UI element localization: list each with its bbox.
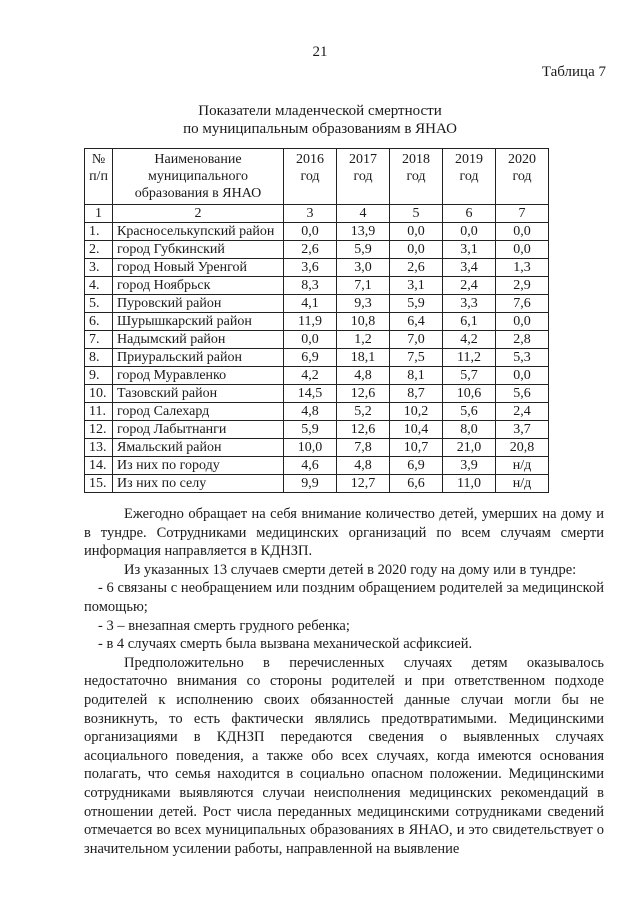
mortality-value: 3,6 [284, 259, 337, 277]
mortality-value: 8,0 [443, 421, 496, 439]
table-row [85, 349, 549, 367]
table-row [85, 439, 549, 457]
municipality-name: город Губкинский [113, 241, 284, 259]
mortality-value: 1,3 [496, 259, 549, 277]
row-number: 13. [85, 439, 113, 457]
row-number: 4. [85, 277, 113, 295]
mortality-value: 6,1 [443, 313, 496, 331]
mortality-value: 4,8 [337, 367, 390, 385]
mortality-value: 2,9 [496, 277, 549, 295]
header-year-2016: 2016 год [284, 149, 337, 205]
municipality-name: Из них по селу [113, 475, 284, 493]
municipality-name: город Муравленко [113, 367, 284, 385]
municipality-name: город Лабытнанги [113, 421, 284, 439]
table-row [85, 457, 549, 475]
table-title-line-1: Показатели младенческой смертности [198, 103, 442, 119]
municipality-name: Из них по городу [113, 457, 284, 475]
mortality-value: 5,2 [337, 403, 390, 421]
table-row [85, 259, 549, 277]
mortality-value: 20,8 [496, 439, 549, 457]
mortality-value: 3,7 [496, 421, 549, 439]
mortality-value: 7,8 [337, 439, 390, 457]
header-name: Наименование муниципального образования в ЯНАО [113, 149, 284, 205]
header-num: № п/п [85, 149, 113, 205]
mortality-value: 6,9 [390, 457, 443, 475]
municipality-name: Ямальский район [113, 439, 284, 457]
municipality-name: Надымский район [113, 331, 284, 349]
row-number: 10. [85, 385, 113, 403]
mortality-value: 8,1 [390, 367, 443, 385]
mortality-value: 0,0 [284, 223, 337, 241]
mortality-value: 11,2 [443, 349, 496, 367]
column-index: 5 [390, 205, 443, 223]
mortality-value: 0,0 [496, 313, 549, 331]
mortality-value: 7,5 [390, 349, 443, 367]
mortality-value: 12,7 [337, 475, 390, 493]
table-row [85, 241, 549, 259]
body-text [84, 505, 604, 858]
list-item: - 3 – внезапная смерть грудного ребенка; [98, 617, 350, 634]
header-year-2020: 2020 год [496, 149, 549, 205]
mortality-value: 7,6 [496, 295, 549, 313]
list-item: - в 4 случаях смерть была вызвана механической асфиксией. [98, 636, 473, 653]
row-number: 9. [85, 367, 113, 385]
mortality-value: 5,3 [496, 349, 549, 367]
mortality-value: 4,8 [337, 457, 390, 475]
table-row [85, 295, 549, 313]
row-number: 2. [85, 241, 113, 259]
mortality-value: 4,2 [443, 331, 496, 349]
mortality-value: н/д [496, 475, 549, 493]
mortality-value: 14,5 [284, 385, 337, 403]
mortality-value: 8,7 [390, 385, 443, 403]
page-number: 21 [312, 44, 328, 60]
mortality-value: 5,9 [337, 241, 390, 259]
mortality-value: 0,0 [443, 223, 496, 241]
column-index: 3 [284, 205, 337, 223]
header-year-2017: 2017 год [337, 149, 390, 205]
mortality-value: 10,2 [390, 403, 443, 421]
mortality-value: 8,3 [284, 277, 337, 295]
mortality-value: 0,0 [496, 367, 549, 385]
mortality-value: 0,0 [496, 223, 549, 241]
row-number: 6. [85, 313, 113, 331]
table-row [85, 367, 549, 385]
table-header-row [85, 149, 549, 205]
mortality-value: 11,9 [284, 313, 337, 331]
mortality-value: 3,9 [443, 457, 496, 475]
mortality-value: 3,1 [390, 277, 443, 295]
column-index: 6 [443, 205, 496, 223]
table-row [85, 475, 549, 493]
mortality-value: 10,6 [443, 385, 496, 403]
column-index: 4 [337, 205, 390, 223]
municipality-name: Красноселькупский район [113, 223, 284, 241]
table-row [85, 421, 549, 439]
mortality-value: 10,8 [337, 313, 390, 331]
municipality-name: Приуральский район [113, 349, 284, 367]
mortality-value: 7,0 [390, 331, 443, 349]
mortality-value: 12,6 [337, 421, 390, 439]
mortality-value: 4,1 [284, 295, 337, 313]
mortality-value: 7,1 [337, 277, 390, 295]
table-row [85, 313, 549, 331]
mortality-value: 4,2 [284, 367, 337, 385]
row-number: 12. [85, 421, 113, 439]
table-title [0, 102, 640, 138]
mortality-value: 6,4 [390, 313, 443, 331]
paragraph: Из указанных 13 случаев смерти детей в 2020 году на дому или в тундре: [124, 561, 577, 578]
mortality-value: 2,6 [390, 259, 443, 277]
mortality-value: 5,9 [390, 295, 443, 313]
table-label: Таблица 7 [541, 64, 606, 80]
row-number: 7. [85, 331, 113, 349]
header-year-2018: 2018 год [390, 149, 443, 205]
mortality-value: 10,4 [390, 421, 443, 439]
mortality-value: 0,0 [284, 331, 337, 349]
municipality-name: город Салехард [113, 403, 284, 421]
mortality-value: 4,6 [284, 457, 337, 475]
mortality-value: 13,9 [337, 223, 390, 241]
mortality-value: 0,0 [390, 241, 443, 259]
mortality-value: 5,7 [443, 367, 496, 385]
column-index: 1 [85, 205, 113, 223]
paragraph: Ежегодно обращает на себя внимание количество детей, умерших на дому и в тундре. Сотрудниками медицинских организаций по всем случаям смерти информация направляется в КДНЗП. [84, 506, 604, 560]
table-row [85, 277, 549, 295]
row-number: 8. [85, 349, 113, 367]
mortality-value: 2,8 [496, 331, 549, 349]
mortality-value: 9,3 [337, 295, 390, 313]
row-number: 11. [85, 403, 113, 421]
mortality-value: 2,4 [443, 277, 496, 295]
row-number: 5. [85, 295, 113, 313]
row-number: 15. [85, 475, 113, 493]
table-row [85, 403, 549, 421]
column-index-row [85, 205, 549, 223]
row-number: 14. [85, 457, 113, 475]
list-item: - 6 связаны с необращением или поздним обращением родителей за медицинской помощью; [84, 580, 604, 615]
mortality-value: 0,0 [496, 241, 549, 259]
paragraph: Предположительно в перечисленных случаях детям оказывалось недостаточно внимания со стороны родителей и при ответственном подходе родителей к исполнению своих обязанностей данные случаи могли бы не возникнуть, то есть фактически являлись предотвратимыми. Медицинскими организациями в КДНЗП передаются сведения о выявленных случаях асоциального поведения, а также обо всех случаях, когда имеются основания полагать, что семья находится в социально опасном положении. Медицинскими сотрудниками выявляются случаи неисполнения медицинских рекомендаций в отношении детей. Рост числа переданных медицинскими сотрудниками сведений отмечается во всех муниципальных образованиях в ЯНАО, и это свидетельствует о значительном усилении работы, направленной на выявление [84, 654, 604, 857]
municipality-name: город Ноябрьск [113, 277, 284, 295]
column-index: 2 [113, 205, 284, 223]
mortality-value: 21,0 [443, 439, 496, 457]
municipality-name: Тазовский район [113, 385, 284, 403]
table-title-line-2: по муниципальным образованиям в ЯНАО [183, 121, 457, 137]
mortality-value: 18,1 [337, 349, 390, 367]
mortality-value: 4,8 [284, 403, 337, 421]
mortality-value: 5,6 [496, 385, 549, 403]
mortality-value: 6,6 [390, 475, 443, 493]
mortality-value: 5,6 [443, 403, 496, 421]
header-year-2019: 2019 год [443, 149, 496, 205]
mortality-table [84, 148, 549, 493]
row-number: 3. [85, 259, 113, 277]
mortality-value: 2,4 [496, 403, 549, 421]
mortality-value: 3,1 [443, 241, 496, 259]
mortality-value: 10,7 [390, 439, 443, 457]
mortality-value: 0,0 [390, 223, 443, 241]
mortality-value: 3,0 [337, 259, 390, 277]
mortality-value: 2,6 [284, 241, 337, 259]
mortality-value: 10,0 [284, 439, 337, 457]
mortality-value: 3,3 [443, 295, 496, 313]
column-index: 7 [496, 205, 549, 223]
table-row [85, 331, 549, 349]
mortality-value: 9,9 [284, 475, 337, 493]
table-row [85, 223, 549, 241]
mortality-value: н/д [496, 457, 549, 475]
mortality-value: 12,6 [337, 385, 390, 403]
municipality-name: Шурышкарский район [113, 313, 284, 331]
mortality-value: 11,0 [443, 475, 496, 493]
mortality-value: 6,9 [284, 349, 337, 367]
municipality-name: город Новый Уренгой [113, 259, 284, 277]
row-number: 1. [85, 223, 113, 241]
municipality-name: Пуровский район [113, 295, 284, 313]
mortality-value: 5,9 [284, 421, 337, 439]
table-row [85, 385, 549, 403]
mortality-value: 3,4 [443, 259, 496, 277]
mortality-value: 1,2 [337, 331, 390, 349]
